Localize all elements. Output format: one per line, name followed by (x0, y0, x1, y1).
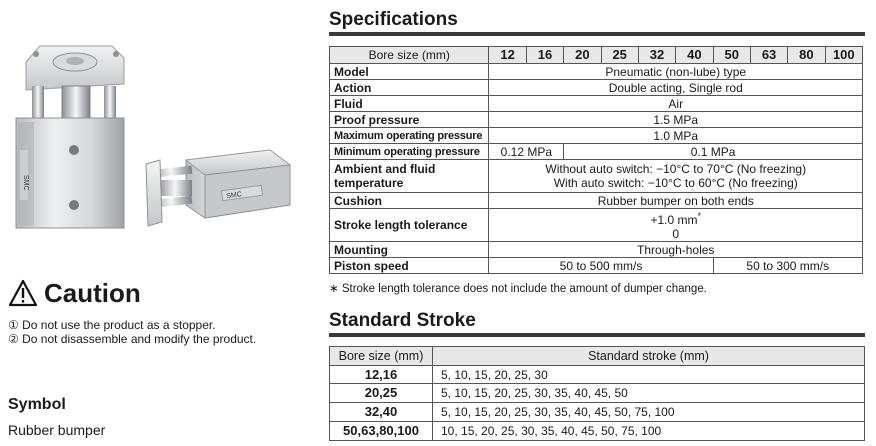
spec-value: Double acting, Single rod (489, 80, 863, 96)
spec-row-model (330, 64, 863, 80)
specifications-title: Specifications (329, 9, 458, 30)
upright-cylinder-image (16, 46, 124, 228)
table-row (330, 422, 865, 441)
spec-value (489, 160, 863, 193)
spec-label: Piston speed (330, 258, 489, 274)
spec-value-line: +1.0 mm (650, 213, 698, 227)
spec-label: Ambient and fluid temperature (330, 160, 489, 193)
spec-label: Cushion (330, 193, 489, 209)
spec-label: Minimum operating pressure (330, 144, 489, 160)
standard-stroke-rule (329, 333, 865, 337)
stroke-cell: 10, 15, 20, 25, 30, 35, 40, 45, 50, 75, 100 (433, 422, 865, 441)
spec-value: 0.1 MPa (564, 144, 863, 160)
table-row (330, 403, 865, 422)
spec-value: Through-holes (489, 242, 863, 258)
bore-size-label: Bore size (mm) (330, 47, 489, 64)
bore-size-cell: 40 (676, 47, 713, 64)
symbol-subheading: Rubber bumper (8, 422, 106, 438)
spec-row-stroke-tolerance (330, 209, 863, 242)
bore-size-cell: 80 (788, 47, 825, 64)
caution-list (8, 318, 256, 346)
col-header-bore: Bore size (mm) (330, 347, 433, 366)
standard-stroke-table (329, 346, 865, 441)
footnote: ∗ Stroke length tolerance does not include the amount of dumper change. (329, 283, 707, 295)
bore-size-cell: 63 (750, 47, 787, 64)
spec-value: 1.0 MPa (489, 128, 863, 144)
bore-cell: 12,16 (330, 366, 433, 384)
spec-value: 50 to 500 mm/s (489, 258, 713, 274)
horizontal-cylinder-image (146, 150, 290, 226)
bore-size-cell: 50 (713, 47, 750, 64)
specifications-rule (329, 32, 865, 36)
stroke-header-row (330, 347, 865, 366)
stroke-cell: 5, 10, 15, 20, 25, 30, 35, 40, 45, 50, 75, 100 (433, 403, 865, 422)
bore-size-cell: 100 (825, 47, 862, 64)
spec-value-line: 0 (672, 227, 680, 241)
bore-size-cell: 20 (564, 47, 601, 64)
spec-row-min-pressure (330, 144, 863, 160)
spec-label: Proof pressure (330, 112, 489, 128)
spec-value: 50 to 300 mm/s (713, 258, 862, 274)
bore-size-cell: 32 (638, 47, 675, 64)
warning-triangle-icon (8, 279, 38, 307)
standard-stroke-title: Standard Stroke (329, 310, 476, 331)
stroke-cell: 5, 10, 15, 20, 25, 30 (433, 366, 865, 384)
bore-size-header-row (330, 47, 863, 64)
brand-label: SMC (22, 175, 29, 191)
spec-value (489, 209, 863, 242)
spec-label: Maximum operating pressure (330, 128, 489, 144)
spec-value: 0.12 MPa (489, 144, 564, 160)
caution-item-1: ① Do not use the product as a stopper. (8, 318, 216, 332)
spec-row-piston-speed (330, 258, 863, 274)
col-header-stroke: Standard stroke (mm) (433, 347, 865, 366)
bore-cell: 32,40 (330, 403, 433, 422)
bore-size-cell: 16 (526, 47, 563, 64)
brand-label-2: SMC (225, 191, 243, 201)
caution-heading (8, 276, 141, 310)
bore-size-cell: 12 (489, 47, 526, 64)
bore-cell: 20,25 (330, 384, 433, 403)
spec-value: 1.5 MPa (489, 112, 863, 128)
spec-label: Mounting (330, 242, 489, 258)
spec-row-max-pressure (330, 128, 863, 144)
spec-row-action (330, 80, 863, 96)
stroke-cell: 5, 10, 15, 20, 25, 30, 35, 40, 45, 50 (433, 384, 865, 403)
spec-label: Model (330, 64, 489, 80)
spec-value: Rubber bumper on both ends (489, 193, 863, 209)
caution-title: Caution (44, 277, 141, 308)
caution-item-2: ② Do not disassemble and modify the product. (8, 332, 257, 346)
spec-row-mounting (330, 242, 863, 258)
table-row (330, 384, 865, 403)
spec-row-proof-pressure (330, 112, 863, 128)
table-row (330, 366, 865, 384)
footnote-marker: * (697, 211, 701, 221)
spec-value: Pneumatic (non-lube) type (489, 64, 863, 80)
spec-row-ambient-temperature (330, 160, 863, 193)
symbol-heading: Symbol (8, 396, 66, 413)
spec-label: Action (330, 80, 489, 96)
spec-value-line: Without auto switch: −10°C to 70°C (No freezing) (545, 162, 807, 176)
spec-value-line: With auto switch: −10°C to 60°C (No freezing) (553, 176, 798, 190)
spec-row-fluid (330, 96, 863, 112)
product-photo (0, 0, 300, 260)
bore-cell: 50,63,80,100 (330, 422, 433, 441)
spec-row-cushion (330, 193, 863, 209)
spec-label: Fluid (330, 96, 489, 112)
bore-size-cell: 25 (601, 47, 638, 64)
spec-value: Air (489, 96, 863, 112)
spec-label: Stroke length tolerance (330, 209, 489, 242)
specifications-table (329, 46, 863, 274)
